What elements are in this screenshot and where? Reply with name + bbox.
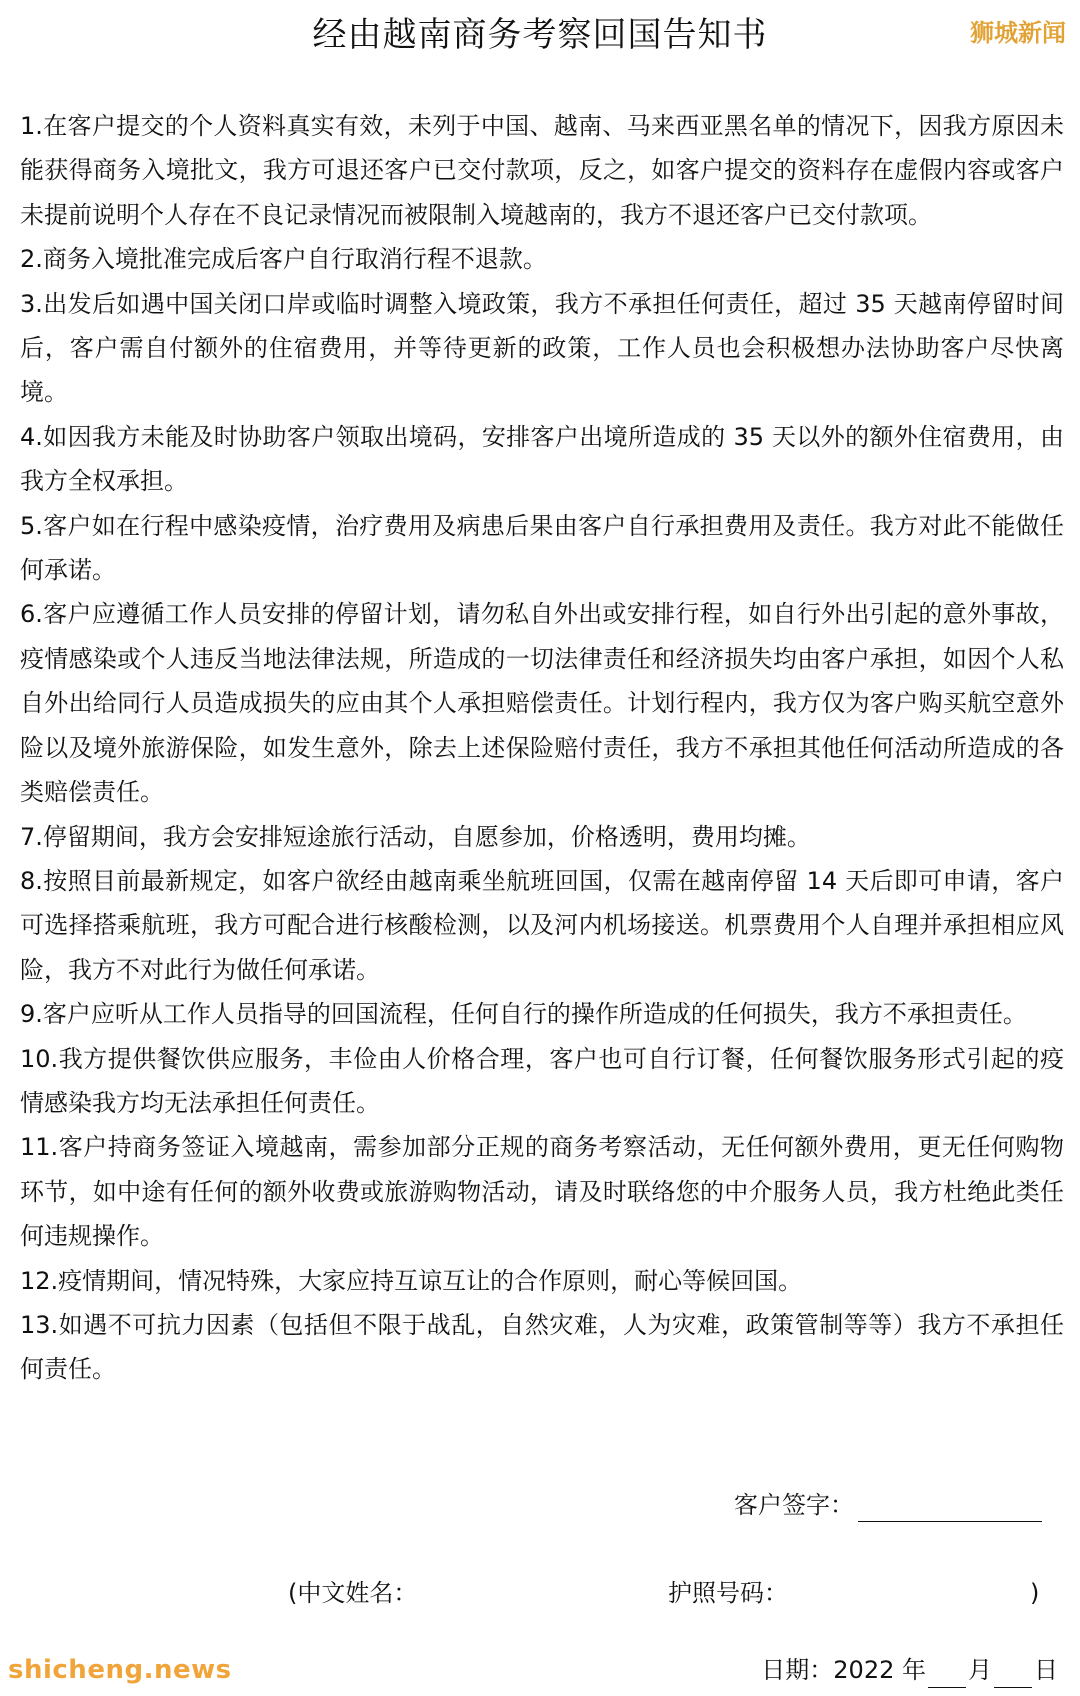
clause-13: 13.如遇不可抗力因素（包括但不限于战乱，自然灾难，人为灾难，政策管制等等）我方不承担任何责任。 xyxy=(20,1310,1064,1384)
clause-6: 6.客户应遵循工作人员安排的停留计划，请勿私自外出或安排行程，如自行外出引起的意外事故，疫情感染或个人违反当地法律法规，所造成的一切法律责任和经济损失均由客户承担，如因个人私自外出给同行人员造成损失的应由其个人承担赔偿责任。计划行程内，我方仅为客户购买航空意外险以及境外旅游保险，如发生意外，除去上述保险赔付责任，我方不承担其他任何活动所造成的各类赔偿责任。 xyxy=(20,600,1064,807)
day-blank[interactable] xyxy=(994,1659,1032,1688)
year-text: 2022 年 xyxy=(833,1656,926,1684)
date-label: 日期： xyxy=(761,1656,834,1684)
clause-11: 11.客户持商务签证入境越南，需参加部分正规的商务考察活动，无任何额外费用，更无任何购物环节，如中途有任何的额外收费或旅游购物活动，请及时联络您的中介服务人员，我方杜绝此类任何违规操作。 xyxy=(20,1133,1064,1251)
date-row xyxy=(761,1652,1058,1688)
clause-8: 8.按照目前最新规定，如客户欲经由越南乘坐航班回国，仅需在越南停留 14 天后即可申请，客户可选择搭乘航班，我方可配合进行核酸检测，以及河内机场接送。机票费用个人自理并承担相应风险，我方不对此行为做任何承诺。 xyxy=(20,866,1064,984)
passport-number-field xyxy=(668,1576,788,1610)
watermark-bottom: shicheng.news xyxy=(8,1655,232,1685)
clause-5: 5.客户如在行程中感染疫情，治疗费用及病患后果由客户自行承担费用及责任。我方对此不能做任何承诺。 xyxy=(20,511,1064,585)
signature-blank-line[interactable] xyxy=(858,1493,1042,1522)
clause-2: 2.商务入境批准完成后客户自行取消行程不退款。 xyxy=(20,245,547,274)
customer-signature-row xyxy=(734,1488,1042,1522)
clause-list xyxy=(20,104,1064,1392)
document-title: 经由越南商务考察回国告知书 xyxy=(312,15,768,55)
clause-12: 12.疫情期间，情况特殊，大家应持互谅互让的合作原则，耐心等候回国。 xyxy=(20,1266,803,1295)
chinese-name-field xyxy=(288,1576,417,1610)
clause-4: 4.如因我方未能及时协助客户领取出境码，安排客户出境所造成的 35 天以外的额外住宿费用，由我方全权承担。 xyxy=(20,422,1064,496)
closing-parenthesis: ) xyxy=(1030,1579,1040,1607)
month-text: 月 xyxy=(968,1656,992,1684)
clause-9: 9.客户应听从工作人员指导的回国流程，任何自行的操作所造成的任何损失，我方不承担责任。 xyxy=(20,1000,1027,1029)
customer-sign-label: 客户签字： xyxy=(734,1491,854,1519)
watermark-top: 狮城新闻 xyxy=(970,19,1066,47)
passport-label: 护照号码： xyxy=(668,1579,788,1607)
clause-1: 1.在客户提交的个人资料真实有效，未列于中国、越南、马来西亚黑名单的情况下，因我方原因未能获得商务入境批文，我方可退还客户已交付款项，反之，如客户提交的资料存在虚假内容或客户未提前说明个人存在不良记录情况而被限制入境越南的，我方不退还客户已交付款项。 xyxy=(20,112,1064,229)
chinese-name-label: (中文姓名： xyxy=(288,1579,418,1607)
clause-7: 7.停留期间，我方会安排短途旅行活动，自愿参加，价格透明，费用均摊。 xyxy=(20,822,811,851)
clause-10: 10.我方提供餐饮供应服务，丰俭由人价格合理，客户也可自行订餐，任何餐饮服务形式引起的疫情感染我方均无法承担任何责任。 xyxy=(20,1044,1064,1117)
month-blank[interactable] xyxy=(928,1659,966,1688)
clause-3: 3.出发后如遇中国关闭口岸或临时调整入境政策，我方不承担任何责任，超过 35 天越南停留时间后，客户需自付额外的住宿费用，并等待更新的政策，工作人员也会积极想办法协助客户尽快离境。 xyxy=(20,289,1064,407)
day-text: 日 xyxy=(1034,1656,1058,1684)
